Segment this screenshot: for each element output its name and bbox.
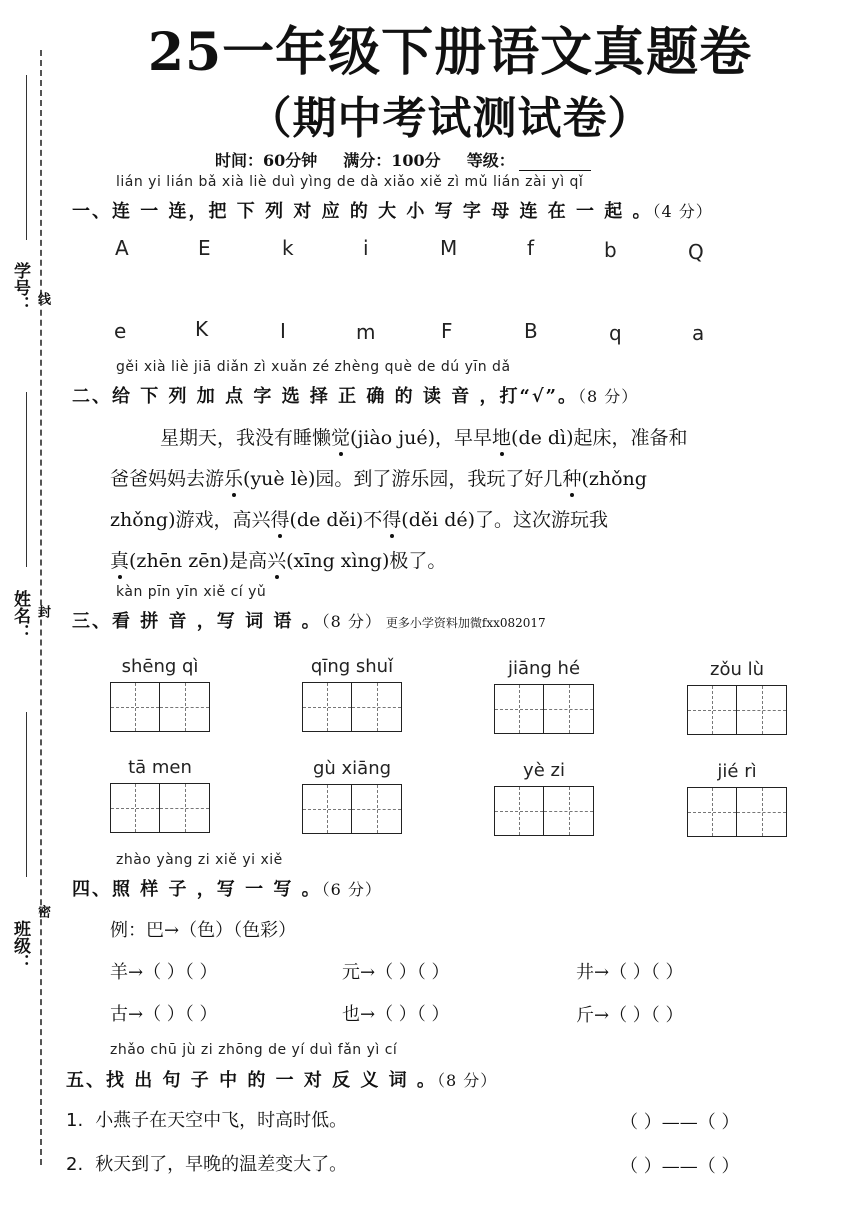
lower-letter[interactable]: F xyxy=(441,319,453,343)
passage-line: zhǒng)游戏，高兴得(de děi)不得(děi dé)了。这次游玩我 xyxy=(110,509,609,531)
lower-letter[interactable]: e xyxy=(114,319,127,343)
write-cell[interactable] xyxy=(737,685,787,735)
lower-letter[interactable]: K xyxy=(195,317,209,341)
word-pinyin: jié rì xyxy=(717,761,757,782)
dotted-char: 兴 xyxy=(267,550,287,572)
write-cell[interactable] xyxy=(737,787,787,837)
upper-letter[interactable]: k xyxy=(282,236,294,260)
word-pinyin: gù xiāng xyxy=(312,758,392,779)
write-cell[interactable] xyxy=(110,682,160,732)
lower-letter[interactable]: I xyxy=(280,319,286,343)
word-pinyin: qīng shuǐ xyxy=(310,656,394,677)
class-label: 班级： xyxy=(10,920,30,971)
antonym-answer[interactable]: （ ）——（ ） xyxy=(620,1112,740,1133)
write-cell[interactable] xyxy=(352,682,402,732)
promo-note: 更多小学资料加微fxx082017 xyxy=(385,616,546,630)
upper-letter[interactable]: Q xyxy=(688,240,704,264)
fill-item[interactable]: 也→（ ）（ ） xyxy=(342,1004,450,1025)
section3-heading: 三、看 拼 音 ，写 词 语 。（8 分） 更多小学资料加微fxx082017 xyxy=(72,611,546,632)
section1-pinyin: lián yi lián bǎ xià liè duì yìng de dà xiǎo xiě zì mǔ lián zài yì qǐ xyxy=(116,174,584,190)
fill-item[interactable]: 井→（ ）（ ） xyxy=(576,962,684,983)
fill-item[interactable]: 羊→（ ）（ ） xyxy=(110,962,218,983)
write-cell[interactable] xyxy=(160,682,210,732)
write-cell[interactable] xyxy=(302,682,352,732)
write-cell[interactable] xyxy=(494,786,544,836)
antonym-answer[interactable]: （ ）——（ ） xyxy=(620,1156,740,1177)
upper-letter[interactable]: b xyxy=(604,238,617,262)
upper-letter[interactable]: i xyxy=(363,236,369,260)
dotted-char: 得 xyxy=(382,509,402,531)
write-cell[interactable] xyxy=(544,786,594,836)
exam-time: 时间：60分钟 xyxy=(215,151,318,170)
cut-mark-line: 线 xyxy=(35,292,50,305)
cut-mark-seal: 封 xyxy=(35,605,50,618)
fill-item[interactable]: 元→（ ）（ ） xyxy=(342,962,450,983)
section2-heading: 二、给 下 列 加 点 字 选 择 正 确 的 读 音 ，打“√”。（8 分） xyxy=(72,386,639,407)
student-id-blank[interactable] xyxy=(26,75,27,240)
page-title: 25一年级下册语文真题卷 xyxy=(147,22,753,83)
fill-item[interactable]: 古→（ ）（ ） xyxy=(110,1004,218,1025)
section1-heading: 一、连 一 连，把 下 列 对 应 的 大 小 写 字 母 连 在 一 起 。（4 分） xyxy=(72,201,713,222)
dotted-char: 真 xyxy=(110,550,130,572)
dotted-char: 得 xyxy=(270,509,290,531)
write-cell[interactable] xyxy=(160,783,210,833)
name-label: 姓名： xyxy=(10,590,30,641)
grade-blank[interactable] xyxy=(519,155,591,171)
write-cell[interactable] xyxy=(544,684,594,734)
passage-line: 爸爸妈妈去游乐(yuè lè)园。到了游乐园，我玩了好几种(zhǒng xyxy=(110,468,647,490)
dotted-char: 觉 xyxy=(331,427,351,449)
word-pinyin: yè zi xyxy=(523,760,565,781)
word-pinyin: zǒu lù xyxy=(710,659,764,680)
section5-pinyin: zhǎo chū jù zi zhōng de yí duì fǎn yì cí xyxy=(110,1042,398,1058)
upper-letter[interactable]: M xyxy=(440,236,458,260)
write-cell[interactable] xyxy=(687,787,737,837)
name-blank[interactable] xyxy=(26,392,27,567)
section4-heading: 四、照 样 子 ，写 一 写 。（6 分） xyxy=(72,879,382,900)
lower-letter[interactable]: m xyxy=(356,320,376,344)
lower-letter[interactable]: q xyxy=(609,321,622,345)
write-cell[interactable] xyxy=(687,685,737,735)
passage-line: 真(zhēn zēn)是高兴(xīng xìng)极了。 xyxy=(110,550,447,572)
class-blank[interactable] xyxy=(26,712,27,877)
upper-letter[interactable]: A xyxy=(115,236,129,260)
sentence: 1. 小燕子在天空中飞，时高时低。 xyxy=(66,1110,348,1131)
exam-score: 满分：100分 xyxy=(343,151,441,170)
write-cell[interactable] xyxy=(494,684,544,734)
sentence: 2. 秋天到了，早晚的温差变大了。 xyxy=(66,1154,348,1175)
dotted-char: 种 xyxy=(562,468,582,490)
word-pinyin: jiāng hé xyxy=(507,658,581,679)
fill-item[interactable]: 斤→（ ）（ ） xyxy=(576,1005,684,1026)
passage-line: 星期天，我没有睡懒觉(jiào jué)，早早地(de dì)起床，准备和 xyxy=(160,427,688,449)
section4-pinyin: zhào yàng zi xiě yi xiě xyxy=(116,852,283,868)
page-subtitle: （期中考试测试卷） xyxy=(247,93,653,144)
lower-letter[interactable]: B xyxy=(524,319,538,343)
example-line: 例：巴→（色）（色彩） xyxy=(110,920,297,941)
student-id-label: 学号： xyxy=(10,262,30,313)
cut-mark-secret: 密 xyxy=(35,905,50,918)
write-cell[interactable] xyxy=(302,784,352,834)
write-cell[interactable] xyxy=(110,783,160,833)
word-pinyin: tā men xyxy=(128,757,192,778)
exam-grade: 等级： xyxy=(467,148,591,171)
write-cell[interactable] xyxy=(352,784,402,834)
word-pinyin: shēng qì xyxy=(121,656,199,677)
upper-letter[interactable]: f xyxy=(527,236,535,260)
section3-pinyin: kàn pīn yīn xiě cí yǔ xyxy=(116,584,267,600)
exam-meta xyxy=(215,148,591,171)
dotted-char: 地 xyxy=(492,427,512,449)
section5-heading: 五、找 出 句 子 中 的 一 对 反 义 词 。（8 分） xyxy=(66,1070,498,1091)
lower-letter[interactable]: a xyxy=(692,321,705,345)
upper-letter[interactable]: E xyxy=(198,236,211,260)
dotted-char: 乐 xyxy=(224,468,244,490)
section2-pinyin: gěi xià liè jiā diǎn zì xuǎn zé zhèng què de dú yīn dǎ xyxy=(116,359,511,375)
